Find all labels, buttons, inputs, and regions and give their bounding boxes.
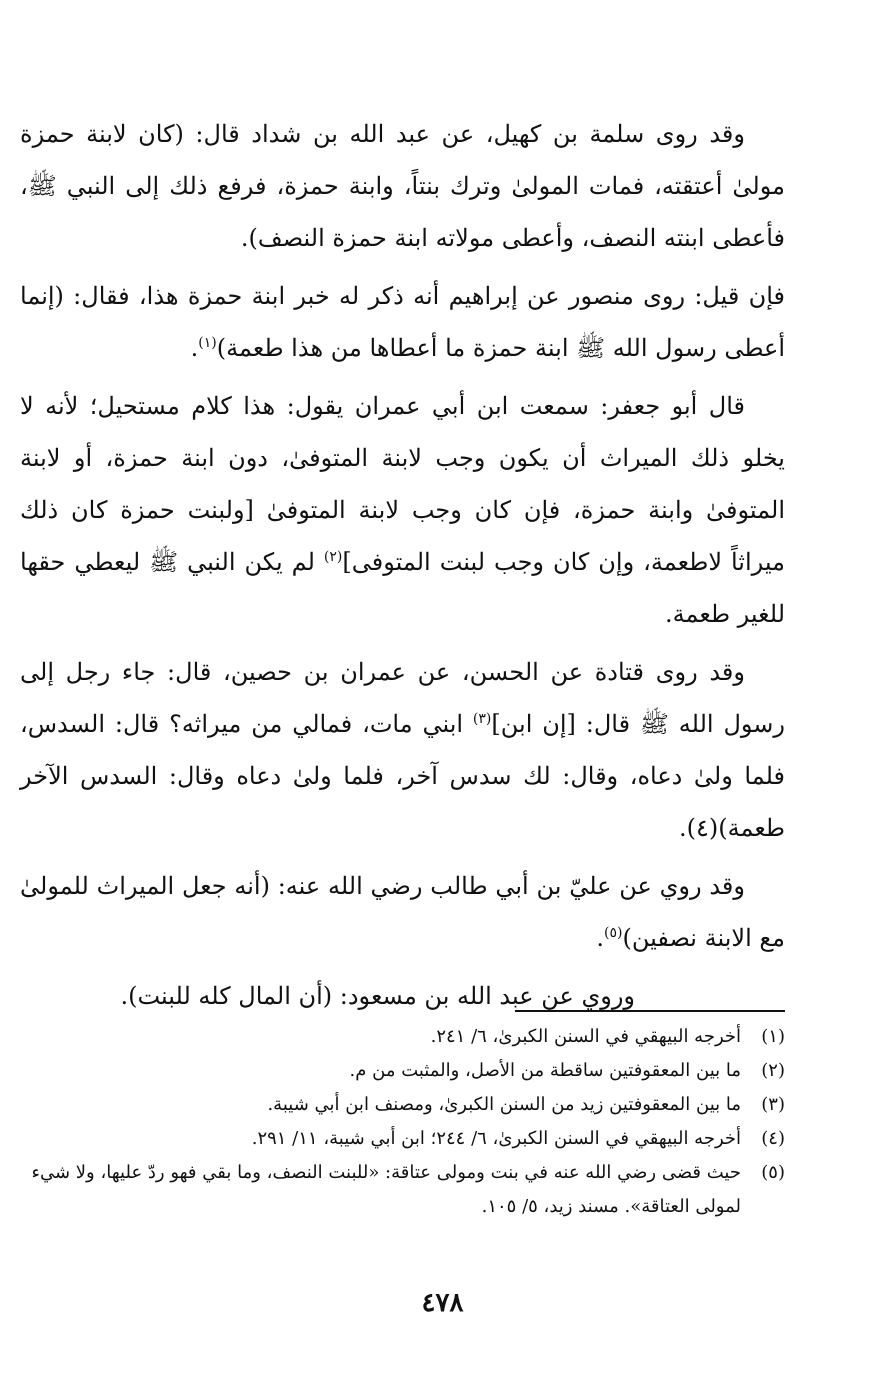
footnote-item [20,1054,785,1088]
footnote-item [20,1122,785,1156]
footnote-ref-1[interactable]: (١) [198,335,217,351]
footnote-text: ما بين المعقوفتين ساقطة من الأصل، والمثبت من م. [349,1060,741,1081]
paragraph-text: قال أبو جعفر: سمعت ابن أبي عمران يقول: هذا كلام مستحيل؛ لأنه لا يخلو ذلك الميراث أن يكون وجب لابنة المتوفىٰ، دون ابنة حمزة، أو لابنة المتوفىٰ وابنة حمزة، فإن كان وجب لابنة المتوفىٰ [ولبنت حمزة كان ذلك ميراثاً لاطعمة، وإن كان وجب لبنت المتوفى] [20,392,785,576]
paragraph-text: وقد روى قتادة عن الحسن، عن عمران بن حصين، قال: جاء رجل إلى رسول الله ﷺ قال: [إن ابن] [20,658,785,738]
paragraph-text: فإن قيل: روى منصور عن إبراهيم أنه ذكر له خبر ابنة حمزة هذا، فقال: (إنما أعطى رسول الله ﷺ ابنة حمزة ما أعطاها من هذا طعمة) [20,282,785,362]
paragraph-text: وقد روي عن عليّ بن أبي طالب رضي الله عنه: (أنه جعل الميراث للمولىٰ مع الابنة نصفين) [20,872,785,952]
footnotes [20,1020,785,1224]
page-number: ٤٧٨ [421,1288,464,1318]
footnote-item [20,1088,785,1122]
paragraph-tail: لم يكن النبي ﷺ ليعطي حقها للغير طعمة. [20,548,785,628]
paragraph-tail: ابني مات، فمالي من ميراثه؟ قال: السدس، فلما ولىٰ دعاه، وقال: لك سدس آخر، فلما ولىٰ دعاه وقال: السدس الآخر طعمة)(٤). [20,710,785,842]
footnote-text: حيث قضى رضي الله عنه في بنت ومولى عتاقة: «للبنت النصف، وما بقي فهو ردّ عليها، ولا شيء لمولى العتاقة». مسند زيد، ٥/ ١٠٥. [31,1162,741,1217]
paragraph-ibn-masud [20,970,785,1022]
paragraph-text: وقد روى سلمة بن كهيل، عن عبد الله بن شداد قال: (كان لابنة حمزة مولىٰ أعتقته، فمات المولىٰ وترك بنتاً، وابنة حمزة، فرفع ذلك إلى النبي ﷺ، فأعطى ابنته النصف، وأعطى مولاته ابنة حمزة النصف). [20,120,785,252]
footnote-item [20,1156,785,1224]
footnote-text: ما بين المعقوفتين زيد من السنن الكبرىٰ، ومصنف ابن أبي شيبة. [267,1094,741,1115]
paragraph-salama-hadith [20,108,785,264]
footnote-number: (٤) [761,1128,785,1149]
paragraph-qatada-hadith [20,646,785,854]
footnote-ref-3[interactable]: (٣) [472,711,492,727]
footnote-text: أخرجه البيهقي في السنن الكبرىٰ، ٦/ ٢٤٤؛ ابن أبي شيبة، ١١/ ٢٩١. [251,1128,741,1149]
footnote-ref-2[interactable]: (٢) [323,549,343,565]
footnote-number: (١) [761,1026,785,1047]
footnote-ref-5[interactable]: (٥) [603,925,623,941]
paragraph-tail: . [596,924,604,952]
paragraph-abu-jafar [20,380,785,640]
footnote-number: (٢) [761,1060,785,1081]
main-text [20,108,785,1022]
footnote-separator [515,1010,785,1012]
footnote-number: (٣) [761,1094,785,1115]
paragraph-tail: . [190,334,199,362]
footnote-text: أخرجه البيهقي في السنن الكبرىٰ، ٦/ ٢٤١. [430,1026,741,1047]
footnote-item [20,1020,785,1054]
paragraph-objection [20,270,785,374]
footnote-number: (٥) [761,1162,785,1183]
paragraph-ali-narration [20,860,785,964]
paragraph-text: وروي عن عبد الله بن مسعود: (أن المال كله للبنت). [120,982,635,1010]
